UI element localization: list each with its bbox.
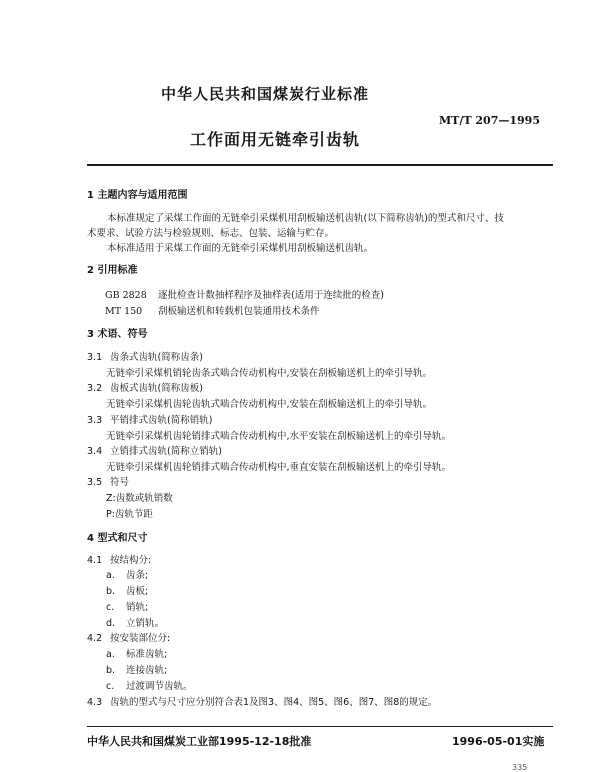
term-number: 3.1 — [87, 352, 103, 363]
header-divider — [87, 164, 553, 166]
list-item: 齿条; — [126, 570, 149, 581]
list-item: 过渡调节齿轨。 — [126, 681, 193, 692]
list-item: 齿板; — [126, 586, 149, 597]
clause-number: 4.3 — [87, 697, 103, 708]
section-3-heading: 3 术语、符号 — [87, 329, 148, 340]
clause-number: 4.2 — [87, 633, 103, 644]
term-description: 无链牵引采煤机齿轮销排式啮合传动机构中,垂直安装在刮板输送机上的牵引导轨。 — [106, 462, 452, 473]
reference-code: MT 150 — [105, 306, 143, 317]
footer-divider — [87, 726, 553, 727]
list-marker: b. — [106, 665, 116, 676]
term-description: 无链牵引采煤机齿轮销排式啮合传动机构中,水平安装在刮板输送机上的牵引导轨。 — [106, 431, 452, 442]
approval-line: 中华人民共和国煤炭工业部1995-12-18批准 — [87, 735, 312, 748]
section-1-heading: 1 主题内容与适用范围 — [87, 190, 188, 201]
symbol-z: Z:齿数或轨销数 — [106, 493, 173, 504]
list-item: 销轨; — [126, 602, 149, 613]
clause-text: 齿轨的型式与尺寸应分别符合表1及图3、图4、图5、图6、图7、图8的规定。 — [110, 697, 438, 708]
term-description: 无链牵引采煤机齿轮齿轨式啮合传动机构中,安装在刮板输送机上的牵引导轨。 — [106, 399, 433, 410]
list-marker: a. — [106, 570, 115, 581]
section-1-paragraph-1-line-2: 术要求、试验方法与检验规则、标志、包装、运输与贮存。 — [87, 228, 335, 239]
term-title: 齿板式齿轨(简称齿板) — [110, 383, 203, 394]
section-4-heading: 4 型式和尺寸 — [87, 533, 148, 544]
term-title: 平销排式齿轨(简称销轨) — [110, 415, 213, 426]
page-number: 335 — [512, 763, 528, 772]
section-1-paragraph-1-line-1: 本标准规定了采煤工作面的无链牵引采煤机用刮板输送机齿轨(以下简称齿轨)的型式和尺寸、技 — [107, 213, 504, 224]
document-title: 工作面用无链牵引齿轨 — [190, 130, 361, 149]
list-marker: d. — [106, 618, 116, 629]
symbols-title: 符号 — [110, 477, 130, 488]
reference-text: 逐批检查计数抽样程序及抽样表(适用于连续批的检查) — [158, 290, 384, 301]
term-description: 无链牵引采煤机销轮齿条式啮合传动机构中,安装在刮板输送机上的牵引导轨。 — [106, 368, 433, 379]
list-item: 连接齿轨; — [126, 665, 168, 676]
term-number: 3.4 — [87, 446, 103, 457]
section-2-heading: 2 引用标准 — [87, 265, 138, 276]
industry-standard-heading: 中华人民共和国煤炭行业标准 — [161, 85, 370, 103]
reference-text: 刮板输送机和转载机包装通用技术条件 — [158, 306, 320, 317]
symbols-number: 3.5 — [87, 477, 103, 488]
symbol-p: P:齿轨节距 — [106, 509, 153, 520]
list-marker: b. — [106, 586, 116, 597]
term-number: 3.2 — [87, 383, 103, 394]
list-item: 标准齿轨; — [126, 649, 168, 660]
clause-title: 按安装部位分: — [110, 633, 171, 644]
list-marker: c. — [106, 602, 115, 613]
reference-code: GB 2828 — [105, 290, 147, 301]
standard-code: MT/T 207—1995 — [439, 114, 540, 127]
list-marker: c. — [106, 681, 115, 692]
term-title: 立销排式齿轨(简称立销轨) — [110, 446, 222, 457]
clause-number: 4.1 — [87, 555, 103, 566]
clause-title: 按结构分: — [110, 555, 152, 566]
list-item: 立销轨。 — [126, 618, 165, 629]
implementation-date: 1996-05-01实施 — [452, 735, 545, 748]
list-marker: a. — [106, 649, 115, 660]
section-1-paragraph-2: 本标准适用于采煤工作面的无链牵引采煤机用刮板输送机齿轨。 — [107, 243, 374, 254]
term-number: 3.3 — [87, 415, 103, 426]
term-title: 齿条式齿轨(简称齿条) — [110, 352, 203, 363]
